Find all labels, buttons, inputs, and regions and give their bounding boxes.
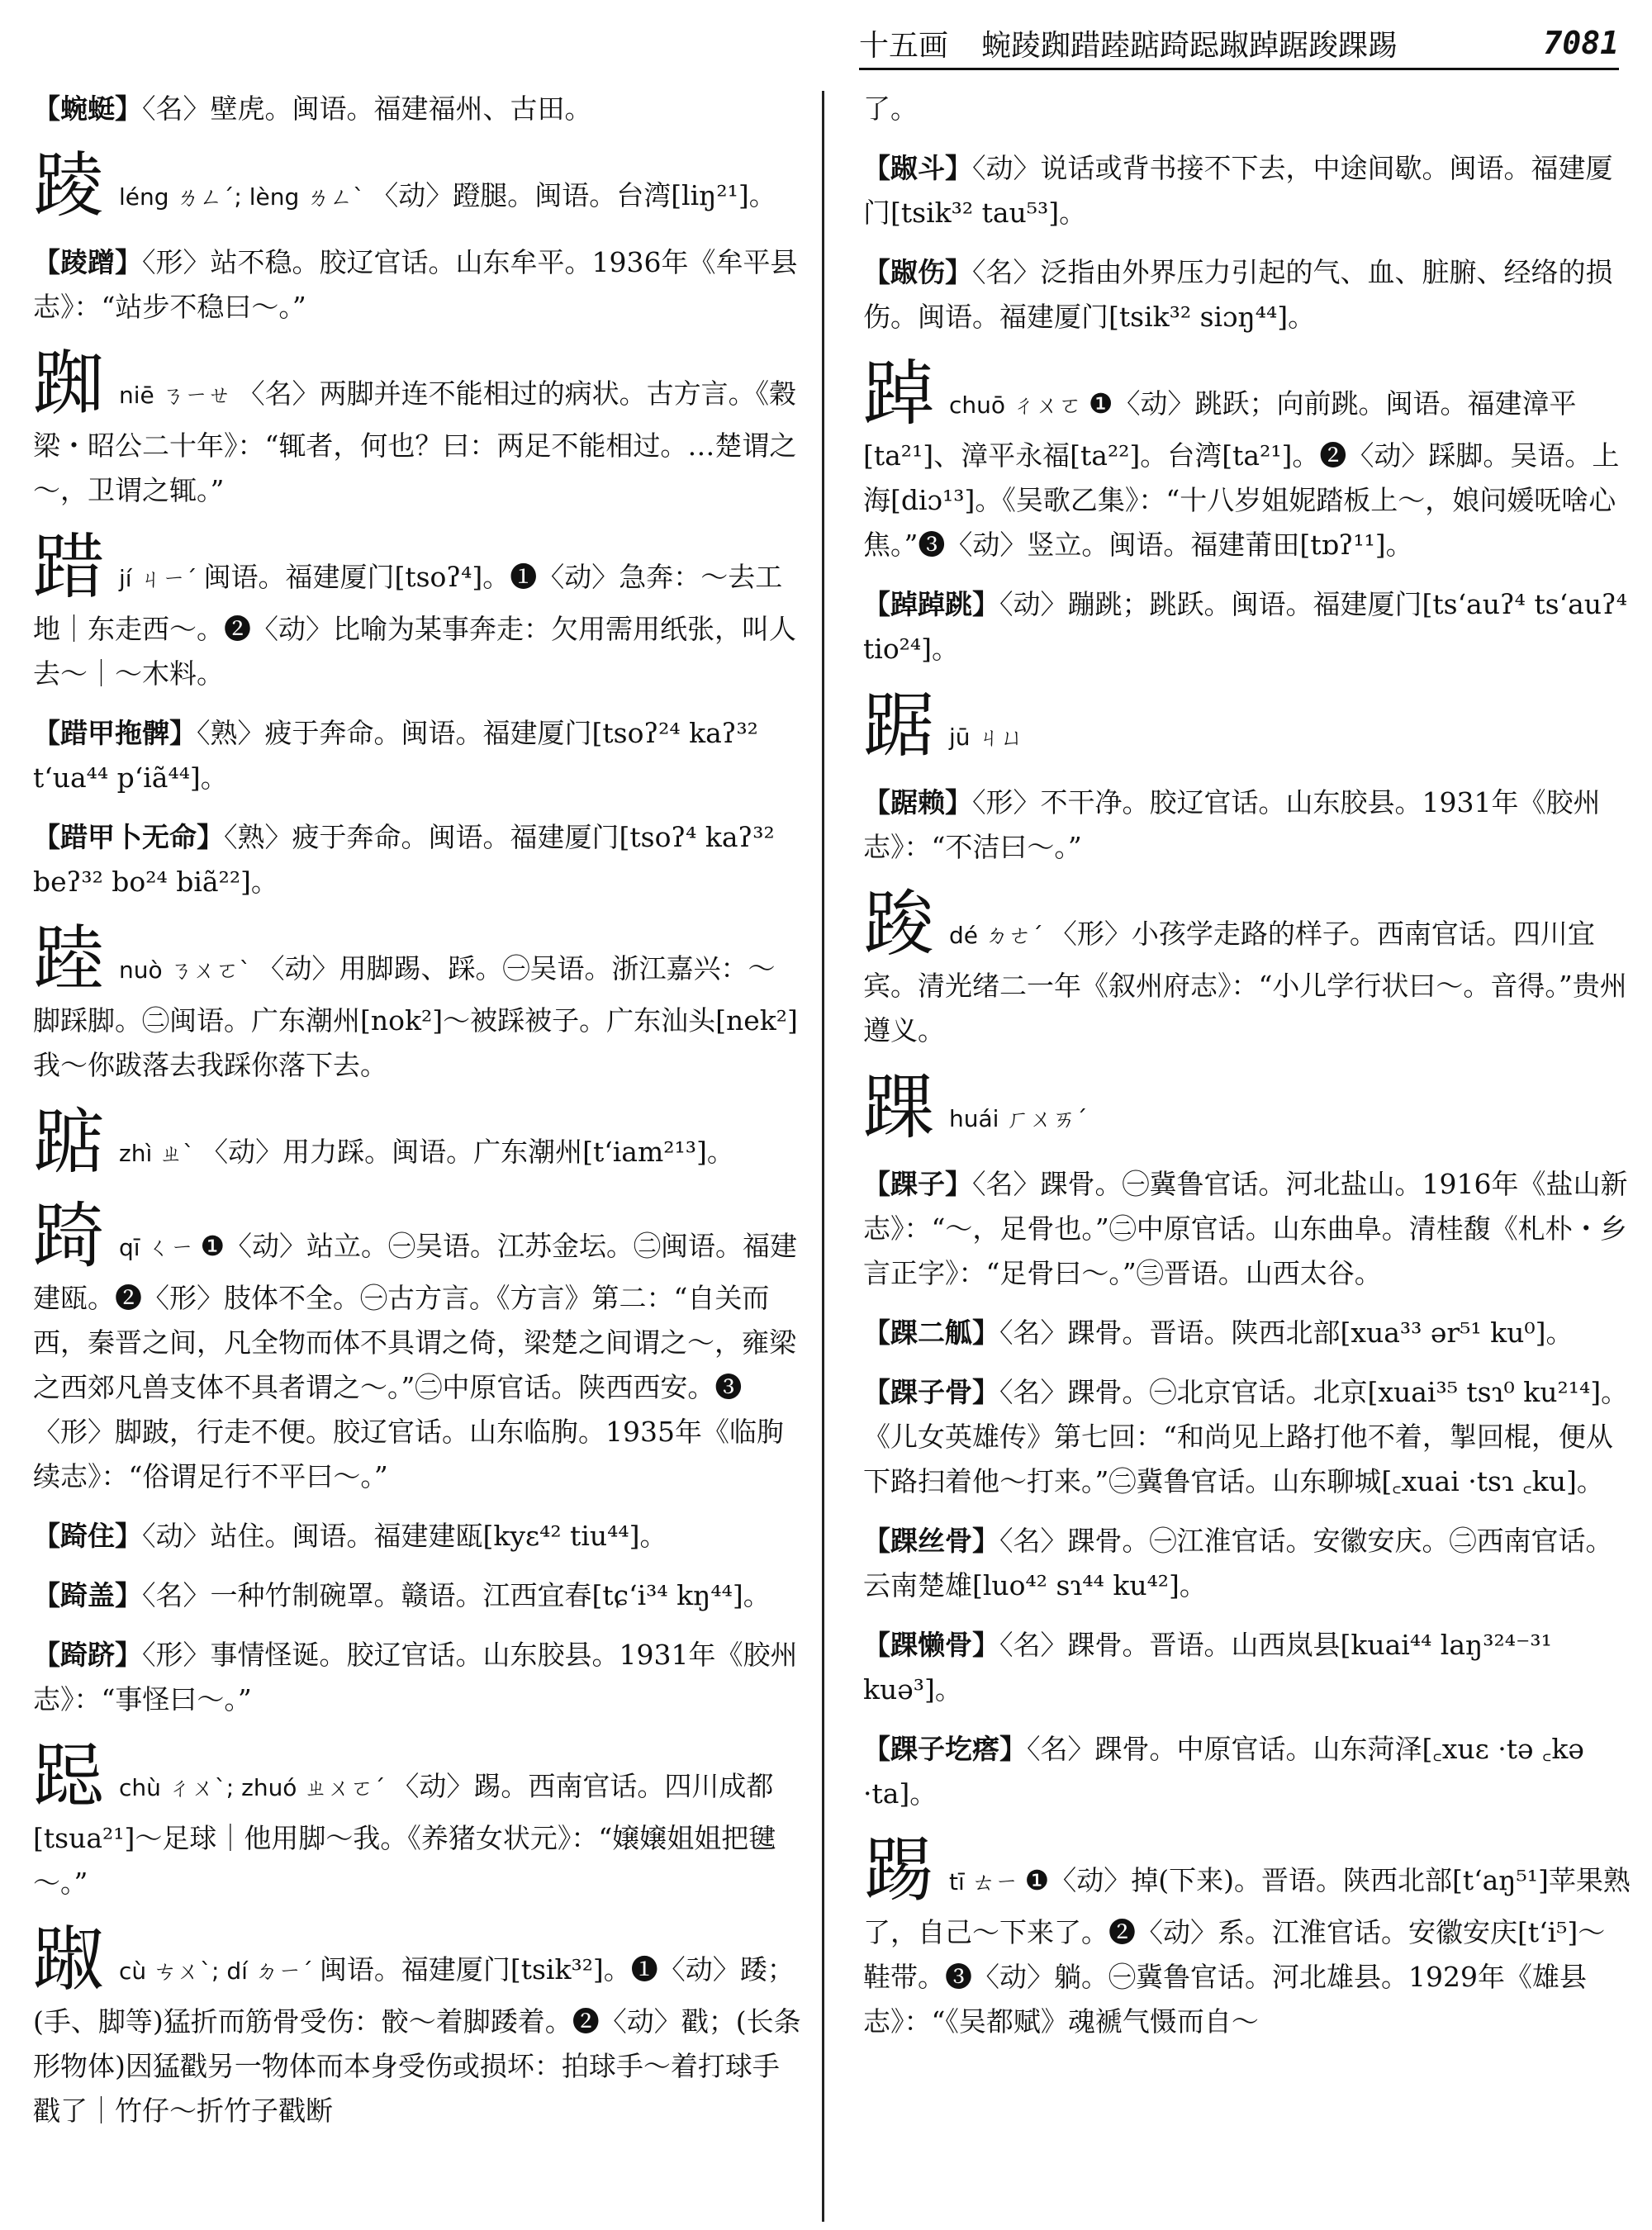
headword: 踟	[33, 343, 104, 425]
definition: 了。	[863, 93, 918, 125]
definition: 〈动〉踢。西南官话。四川成都[tsua²¹]～足球｜他用脚～我。《养猪女状元》：“嬢嬢姐姐把毽～。”	[33, 1770, 776, 1899]
headword-entry	[863, 1831, 1631, 2044]
page-number: 7081	[1543, 25, 1619, 61]
definition: 〈名〉踝骨。晋语。山西岚县[kuai⁴⁴ laŋ³²⁴⁻³¹ kuə³]。	[863, 1629, 1552, 1706]
compound-term: 【踧斗】	[863, 152, 972, 184]
entry-continuation	[863, 87, 1631, 131]
definition: ❶〈动〉站立。㊀吴语。江苏金坛。㊁闽语。福建建瓯。❷〈形〉肢体不全。㊀古方言。《方言》第二：“自关而西，秦晋之间，凡全物而体不具谓之倚，梁楚之间谓之～，雍梁之西郊凡兽支体不具者谓之～。”㊁中原官话。陕西西安。❸〈形〉脚跛，行走不便。胶辽官话。山东临朐。1935年《临朐续志》：“俗谓足行不平曰～。”	[33, 1230, 798, 1492]
compound-entry	[863, 250, 1631, 339]
compound-entry	[33, 87, 801, 131]
compound-term: 【踦盖】	[33, 1579, 142, 1611]
compound-entry	[33, 1514, 801, 1559]
headword: 踞	[863, 685, 934, 767]
section-label: 十五画	[859, 28, 949, 63]
pronunciation: niē ㄋㄧㄝ	[119, 382, 231, 409]
pronunciation: cù ㄘㄨˋ; dí ㄉㄧˊ	[119, 1957, 313, 1985]
headword: 踧	[33, 1919, 104, 2001]
compound-term: 【踦住】	[33, 1520, 142, 1552]
page-header	[859, 18, 1619, 70]
headword-entry	[863, 354, 1631, 567]
right-column	[863, 87, 1631, 2059]
headword-entry	[863, 686, 1631, 766]
headword: 跽	[33, 1735, 104, 1818]
headword: 踢	[863, 1829, 934, 1912]
compound-entry	[863, 1370, 1631, 1504]
compound-term: 【踝懒骨】	[863, 1629, 999, 1661]
compound-entry	[863, 1623, 1631, 1712]
compound-term: 【踝子】	[863, 1168, 972, 1200]
definition: ❶〈动〉掉(下来)。晋语。陕西北部[t‘aŋ⁵¹]苹果熟了，自己～下来了。❷〈动〉系。江淮官话。安徽安庆[t‘i⁵]～鞋带。❸〈动〉躺。㊀冀鲁官话。河北雄县。1929年《雄县志》：“《吴都赋》魂褫气慑而自～	[863, 1864, 1631, 2038]
headword-entry	[33, 344, 801, 513]
definition: 〈名〉两脚并连不能相过的病状。古方言。《穀梁・昭公二十年》：“辄者，何也？曰：两足不能相过。…楚谓之～，卫谓之辄。”	[33, 377, 797, 506]
compound-entry	[33, 815, 801, 904]
compound-term: 【踝子骨】	[863, 1376, 999, 1408]
compound-term: 【蜿蜓】	[33, 93, 142, 125]
pronunciation: dé ㄉㄜˊ	[949, 922, 1043, 949]
definition: 闽语。福建厦门[tsik³²]。❶〈动〉踒；(手、脚等)猛折而筋骨受伤：骹～着脚踒着。❷〈动〉戳；(长条形物体)因猛戳另一物体而本身受伤或损坏：拍球手～着打球手戳了｜竹仔～折竹子戳断	[33, 1953, 801, 2127]
headword-entry	[33, 919, 801, 1088]
headword: 踖	[33, 526, 104, 609]
definition: 〈动〉蹬腿。闽语。台湾[liŋ²¹]。	[371, 179, 776, 211]
definition: 〈形〉小孩学走路的样子。西南官话。四川宜宾。清光绪二一年《叙州府志》：“小儿学行状曰～。音得。”贵州遵义。	[863, 918, 1627, 1046]
compound-entry	[33, 711, 801, 800]
pronunciation: léng ㄌㄥˊ; lèng ㄌㄥˋ	[119, 183, 365, 211]
headword-entry	[33, 1737, 801, 1905]
definition: 〈名〉踝骨。㊀冀鲁官话。河北盐山。1916年《盐山新志》：“～，足骨也。”㊁中原官话。山东曲阜。清桂馥《札朴・乡言正字》：“足骨曰～。”㊂晋语。山西太谷。	[863, 1168, 1628, 1289]
pronunciation: chuō ㄔㄨㄛ	[949, 391, 1082, 419]
definition: 〈名〉泛指由外界压力引起的气、血、脏腑、经络的损伤。闽语。福建厦门[tsik³² siɔŋ⁴⁴]。	[863, 256, 1613, 333]
definition: 〈动〉站住。闽语。福建建瓯[kyɛ⁴² tiu⁴⁴]。	[142, 1520, 667, 1552]
compound-term: 【踜蹭】	[33, 246, 142, 278]
headword-entry	[33, 1197, 801, 1499]
compound-entry	[863, 1311, 1631, 1355]
headword-entry	[33, 1103, 801, 1182]
compound-entry	[863, 1162, 1631, 1296]
definition: 〈名〉一种竹制碗罩。赣语。江西宜春[tɕ‘i³⁴ kŋ⁴⁴]。	[142, 1579, 771, 1611]
definition: 〈名〉踝骨。㊀北京官话。北京[xuai³⁵ tsɿ⁰ ku²¹⁴]。《儿女英雄传》第七回：“和尚见上路打他不着，掣回棍，便从下路扫着他～打来。”㊁冀鲁官话。山东聊城[꜀xuai ·tsɿ ꜀ku]。	[863, 1376, 1629, 1497]
compound-term: 【踝二觚】	[863, 1317, 999, 1349]
headword: 踜	[33, 145, 104, 227]
pronunciation: nuò ㄋㄨㄛˋ	[119, 956, 251, 984]
headword-entry	[863, 1068, 1631, 1147]
pronunciation: huái ㄏㄨㄞˊ	[949, 1105, 1088, 1132]
compound-entry	[863, 582, 1631, 671]
compound-entry	[33, 1633, 801, 1722]
headword: 踔	[863, 353, 934, 435]
definition: ❶〈动〉跳跃；向前跳。闽语。福建漳平[ta²¹]、漳平永福[ta²²]。台湾[ta²¹]。❷〈动〉踩脚。吴语。上海[diɔ¹³]。《吴歌乙集》：“十八岁姐妮踏板上～，娘问媛呒啥心焦。”❸〈动〉竖立。闽语。福建莆田[tɒʔ¹¹]。	[863, 387, 1620, 561]
compound-term: 【踧伤】	[863, 256, 972, 288]
compound-term: 【踝丝骨】	[863, 1525, 999, 1557]
compound-entry	[863, 1727, 1631, 1816]
compound-term: 【踞赖】	[863, 786, 972, 818]
compound-term: 【踔踔跳】	[863, 588, 999, 620]
headword: 踆	[863, 883, 934, 966]
compound-entry	[33, 1573, 801, 1618]
pronunciation: qī ㄑㄧ	[119, 1234, 194, 1261]
definition: 〈名〉踝骨。中原官话。山东菏泽[꜀xuɛ ·tə ꜀kə ·ta]。	[863, 1733, 1584, 1810]
definition: 〈名〉踝骨。㊀江淮官话。安徽安庆。㊁西南官话。云南楚雄[luo⁴² sɿ⁴⁴ ku⁴²]。	[863, 1525, 1613, 1601]
pronunciation: zhì ㄓˋ	[119, 1140, 195, 1167]
definition: 〈动〉蹦跳；跳跃。闽语。福建厦门[ts‘auʔ⁴ ts‘auʔ⁴ tio²⁴]。	[863, 588, 1627, 665]
column-divider	[822, 91, 824, 2222]
definition: 〈形〉事情怪诞。胶辽官话。山东胶县。1931年《胶州志》：“事怪曰～。”	[33, 1639, 798, 1715]
definition: 〈熟〉疲于奔命。闽语。福建厦门[tsoʔ⁴ kaʔ³² beʔ³² bo²⁴ biã²²]。	[33, 821, 775, 898]
headword: 踝	[863, 1066, 934, 1149]
compound-entry	[863, 146, 1631, 235]
compound-entry	[863, 780, 1631, 870]
definition: 〈形〉不干净。胶辽官话。山东胶县。1931年《胶州志》：“不洁曰～。”	[863, 786, 1601, 863]
compound-term: 【踖甲拖髀】	[33, 717, 197, 749]
headword: 踛	[33, 918, 104, 1000]
header-characters: 蜿踜踟踖踛踮踦跽踧踔踞踆踝踢	[981, 28, 1398, 63]
definition: 〈形〉站不稳。胶辽官话。山东牟平。1936年《牟平县志》：“站步不稳曰～。”	[33, 246, 798, 323]
compound-entry	[33, 240, 801, 330]
compound-entry	[863, 1519, 1631, 1608]
headword-entry	[33, 1920, 801, 2133]
headword-entry	[33, 146, 801, 225]
pronunciation: jí ㄐㄧˊ	[119, 565, 197, 592]
pronunciation: jū ㄐㄩ	[949, 724, 1024, 751]
definition: 〈名〉踝骨。晋语。陕西北部[xua³³ ər⁵¹ ku⁰]。	[999, 1317, 1574, 1349]
definition: 〈动〉说话或背书接不下去，中途间歇。闽语。福建厦门[tsik³² tau⁵³]。	[863, 152, 1613, 229]
compound-term: 【踖甲卜无命】	[33, 821, 224, 853]
compound-term: 【踦跻】	[33, 1639, 142, 1671]
headword: 踦	[33, 1195, 104, 1278]
headword-entry	[33, 528, 801, 696]
definition: 〈动〉用力踩。闽语。广东潮州[t‘iam²¹³]。	[201, 1136, 734, 1168]
definition: 〈动〉用脚踢、踩。㊀吴语。浙江嘉兴：～脚踩脚。㊁闽语。广东潮州[nok²]～被踩被子。广东汕头[nek²]我～你跋落去我踩你落下去。	[33, 952, 798, 1081]
pronunciation: chù ㄔㄨˋ; zhuó ㄓㄨㄛˊ	[119, 1774, 386, 1801]
headword: 踮	[33, 1101, 104, 1184]
left-column	[33, 87, 801, 2148]
headword-entry	[863, 885, 1631, 1053]
definition: 〈熟〉疲于奔命。闽语。福建厦门[tsoʔ²⁴ kaʔ³² t‘ua⁴⁴ p‘iã⁴⁴]。	[33, 717, 758, 794]
definition: 〈名〉壁虎。闽语。福建福州、古田。	[142, 93, 592, 125]
compound-term: 【踝子圪瘩】	[863, 1733, 1027, 1765]
pronunciation: tī ㄊㄧ	[949, 1868, 1018, 1896]
definition: 闽语。福建厦门[tsoʔ⁴]。❶〈动〉急奔：～去工地｜东走西～。❷〈动〉比喻为某事奔走：欠用需用纸张，叫人去～｜～木料。	[33, 561, 796, 690]
